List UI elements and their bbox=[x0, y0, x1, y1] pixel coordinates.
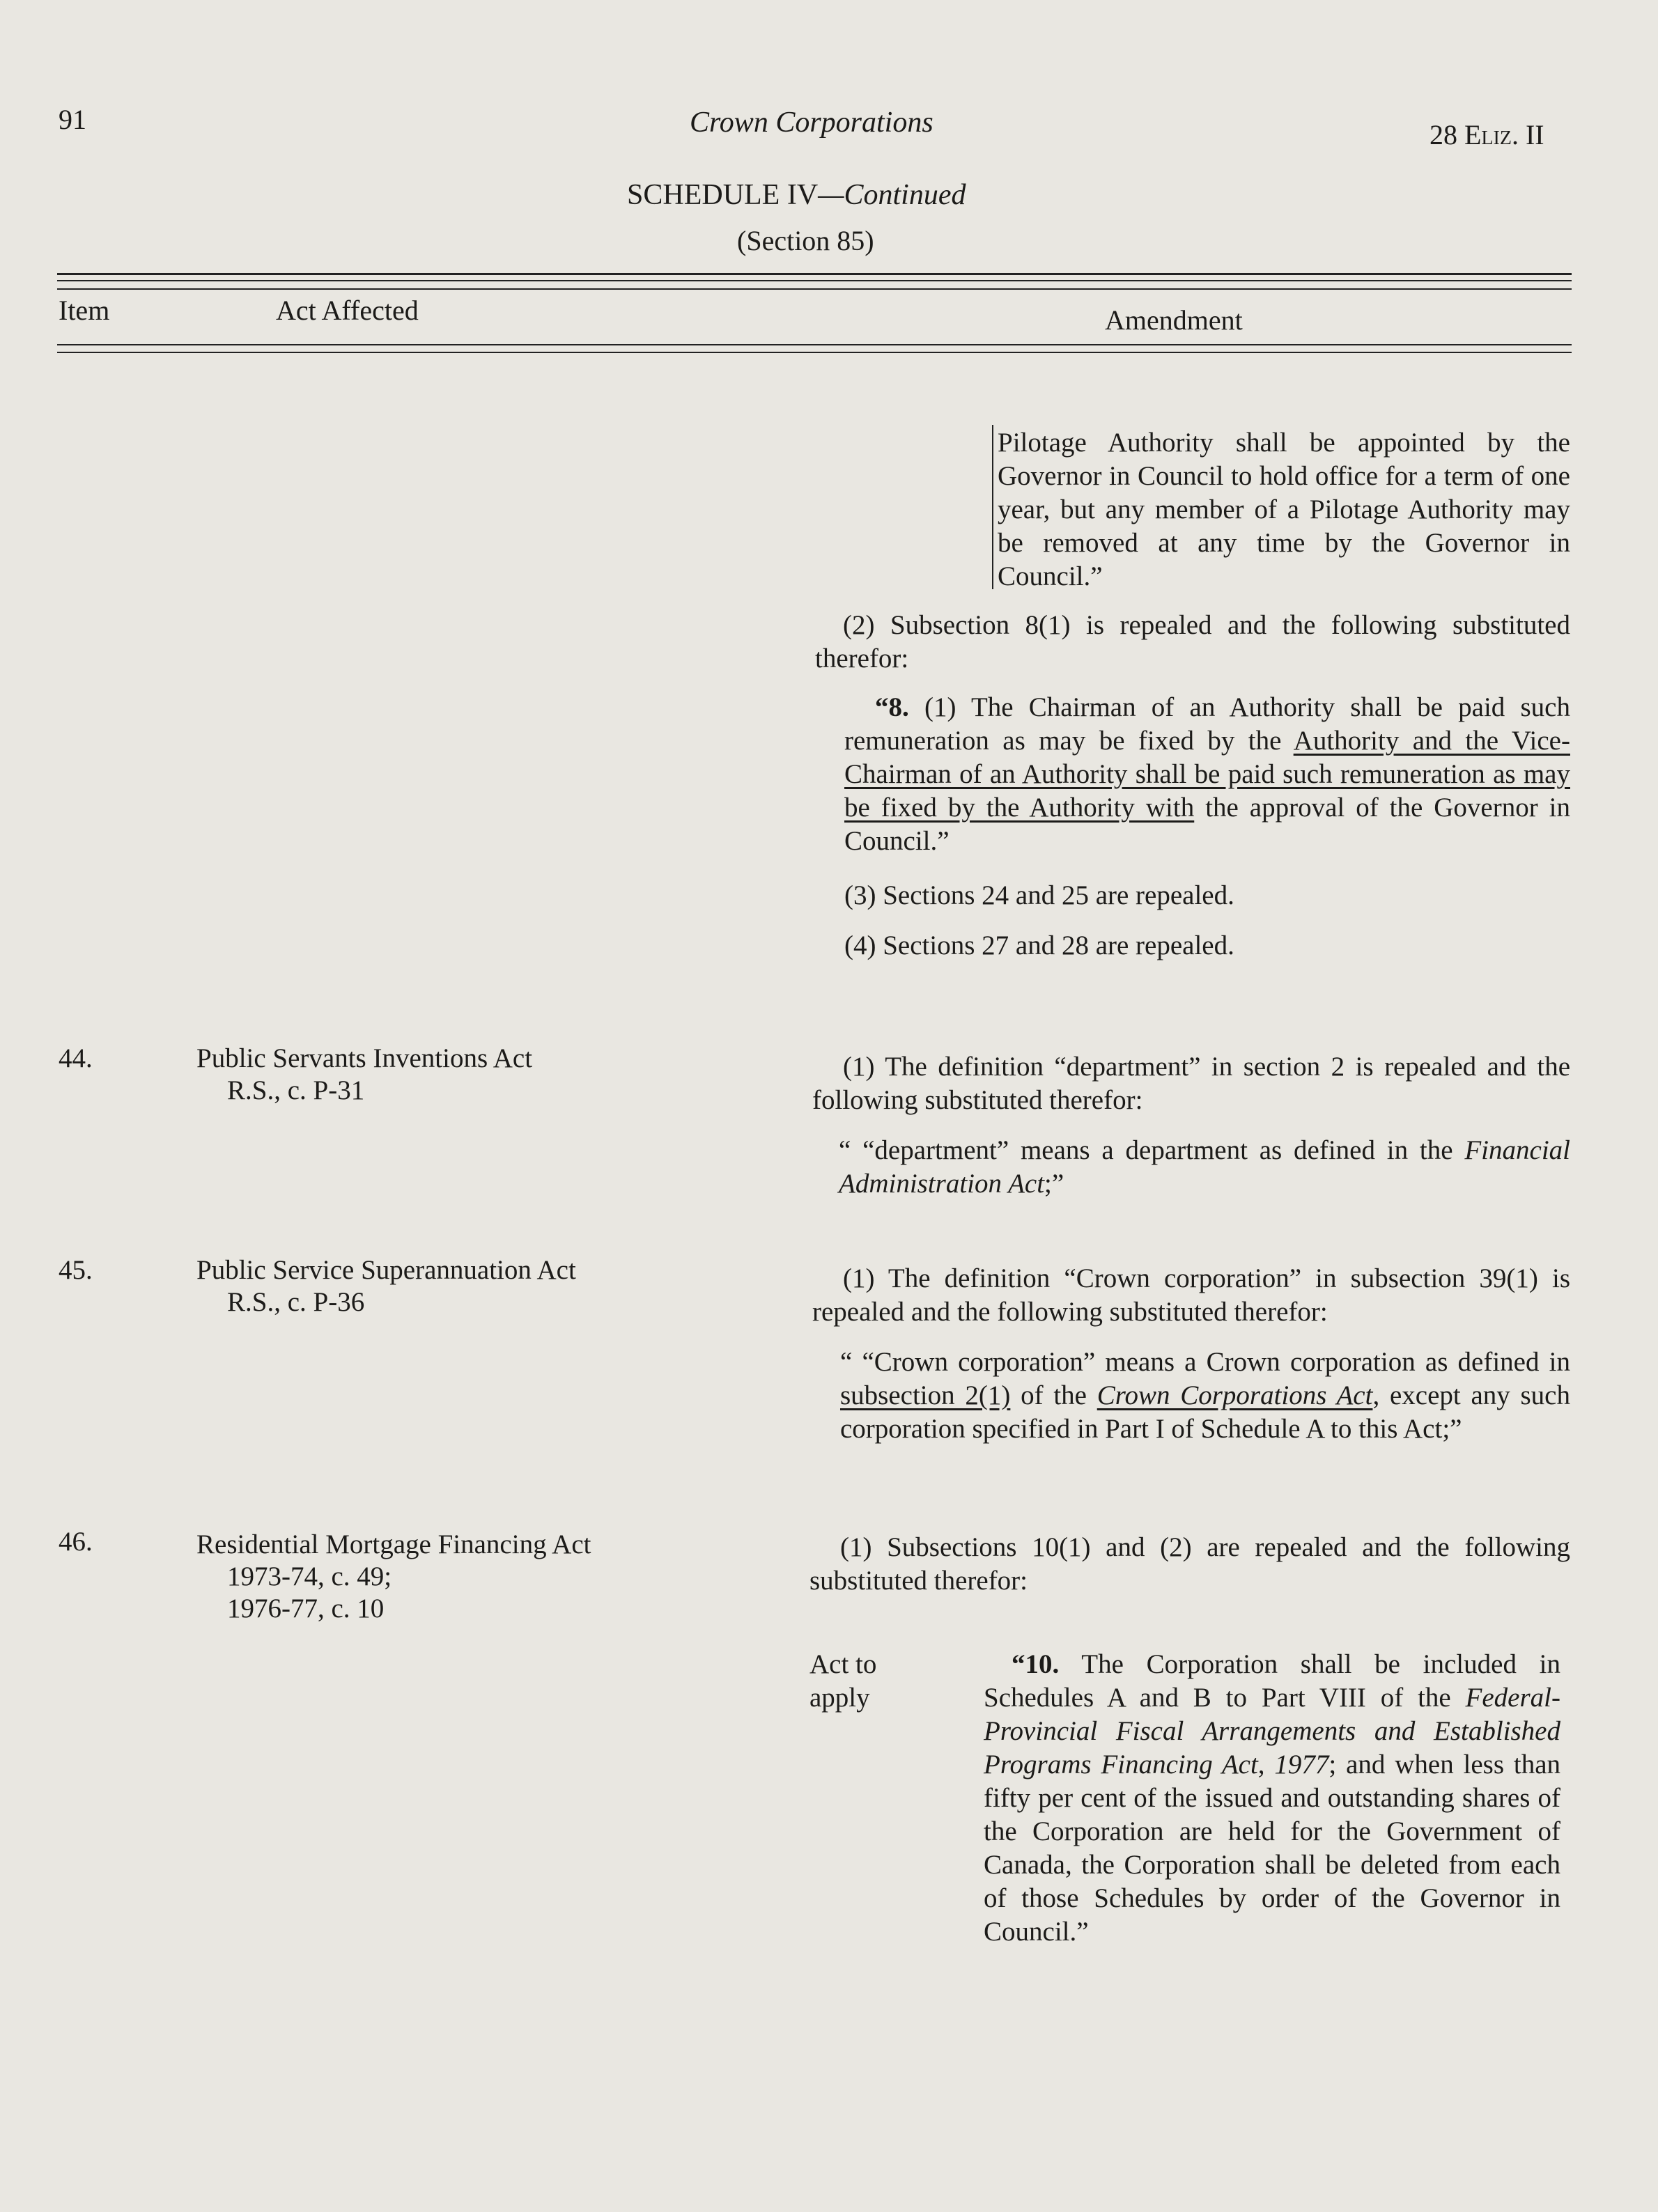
running-title: Crown Corporations bbox=[690, 107, 933, 139]
section-number-8: “8. bbox=[875, 692, 909, 722]
quote-8-underlined: Authority and the Vice-Chairman of an Authority shall be paid such remuneration as may be fixed by the Authority with bbox=[844, 726, 1570, 823]
quote-46-text-a: The Corporation shall be included in Schedules A and B to Part VIII of the bbox=[984, 1649, 1560, 1713]
margin-note-46: Act to apply bbox=[809, 1649, 877, 1713]
quote-45 bbox=[840, 1346, 1570, 1446]
quote-46-act: Federal-Provincial Fiscal Arrangements and Established Programs Financing Act, 1977 bbox=[984, 1683, 1560, 1779]
header-rule-2 bbox=[57, 352, 1572, 353]
act-name-46: Residential Mortgage Financing Act bbox=[196, 1529, 591, 1559]
quote-45-act: Crown Corporations Act bbox=[1097, 1380, 1373, 1410]
header-rule-1 bbox=[57, 344, 1572, 345]
amendment-45: (1) The definition “Crown corporation” in subsection 39(1) is repealed and the following substituted therefor: bbox=[812, 1263, 1570, 1327]
item-number-46: 46. bbox=[59, 1527, 93, 1557]
schedule-title-text: SCHEDULE IV bbox=[627, 179, 819, 211]
amendment-quote-8 bbox=[844, 691, 1570, 858]
amendment-44: (1) The definition “department” in section 2 is repealed and the following substituted therefor: bbox=[812, 1052, 1570, 1115]
amendment-paragraph-2: (2) Subsection 8(1) is repealed and the following substituted therefor: bbox=[815, 610, 1570, 673]
top-rule-1 bbox=[57, 273, 1572, 275]
top-rule-3 bbox=[57, 288, 1572, 290]
quote-44-act: Financial Administration Act bbox=[839, 1135, 1570, 1199]
schedule-title bbox=[627, 178, 966, 212]
quote-bar bbox=[992, 425, 993, 589]
quote-8-text-a: (1) The Chairman of an Authority shall be paid such remuneration as may be fixed by the bbox=[844, 692, 1570, 756]
amendment-paragraph-4: (4) Sections 27 and 28 are repealed. bbox=[844, 930, 1234, 960]
quote-8-text-b: the approval of the Governor in Council.” bbox=[844, 793, 1571, 856]
amendment-46: (1) Subsections 10(1) and (2) are repealed and the following substituted therefor: bbox=[809, 1532, 1570, 1596]
act-citation-46a: 1973-74, c. 49; bbox=[227, 1561, 392, 1591]
item-number-45: 45. bbox=[59, 1255, 93, 1285]
quote-45-text-b: of the bbox=[1010, 1380, 1097, 1410]
schedule-section: (Section 85) bbox=[737, 225, 874, 256]
quote-45-underlined: subsection 2(1) bbox=[840, 1380, 1011, 1410]
act-citation-44: R.S., c. P-31 bbox=[227, 1075, 365, 1105]
carryover-quote: Pilotage Authority shall be appointed by the Governor in Council to hold office for a term of one year, but any member of a Pilotage Authority may be removed at any time by the Governor in Council.” bbox=[998, 428, 1570, 591]
act-citation-45: R.S., c. P-36 bbox=[227, 1287, 365, 1317]
amendment-paragraph-3: (3) Sections 24 and 25 are repealed. bbox=[844, 880, 1234, 910]
quote-45-text-c: , except any such corporation specified in Part I of Schedule A to this Act;” bbox=[840, 1380, 1570, 1444]
top-rule-2 bbox=[57, 280, 1572, 281]
page-number: 91 bbox=[59, 104, 86, 135]
act-name-44: Public Servants Inventions Act bbox=[196, 1043, 533, 1073]
schedule-continued: —Continued bbox=[818, 179, 966, 211]
quote-45-text-a: “ “Crown corporation” means a Crown corporation as defined in bbox=[840, 1347, 1570, 1377]
quote-44-text-a: “ “department” means a department as defined in the bbox=[839, 1135, 1465, 1165]
item-number-44: 44. bbox=[59, 1043, 93, 1073]
column-header-act: Act Affected bbox=[276, 295, 419, 326]
column-header-item: Item bbox=[59, 295, 110, 326]
quote-46 bbox=[984, 1648, 1560, 1949]
section-number-10: “10. bbox=[1012, 1649, 1060, 1679]
quote-46-text-b: ; and when less than fifty per cent of the issued and outstanding shares of the Corporation are held for the Government of Canada, the Corporation shall be deleted from each of those Schedules by order of the Governor in Council.” bbox=[984, 1750, 1561, 1947]
quote-44-text-b: ;” bbox=[1044, 1169, 1064, 1199]
act-name-45: Public Service Superannuation Act bbox=[196, 1255, 576, 1285]
quote-44 bbox=[839, 1134, 1570, 1201]
act-citation-46b: 1976-77, c. 10 bbox=[227, 1594, 385, 1623]
column-header-amendment: Amendment bbox=[1105, 304, 1243, 336]
regnal-year: 28 Eliz. II bbox=[1430, 119, 1544, 150]
